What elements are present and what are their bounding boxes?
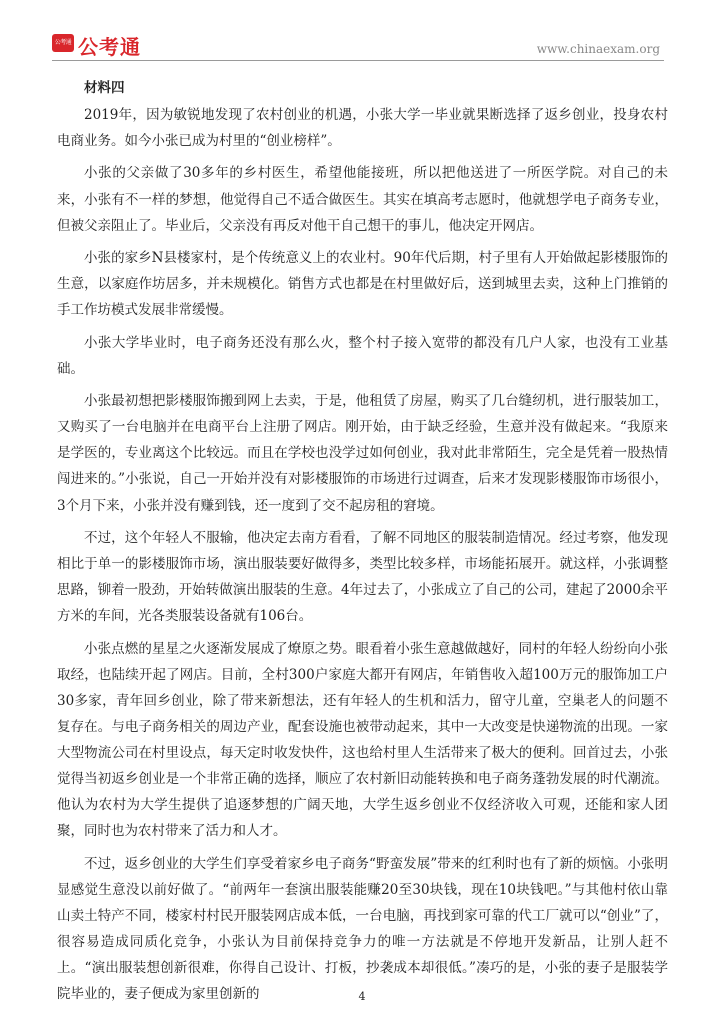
paragraph-5: 小张最初想把影楼服饰搬到网上去卖，于是，他租赁了房屋，购买了几台缝纫机，进行服装加工，又购买了一台电脑并在电商平台上注册了网店。刚开始，由于缺乏经验，生意并没有做起来。“我原来是学医的，专业离这个比较远。而且在学校也没学过如何创业，我对此非常陌生，完全是凭着一股热情闯进来的。”小张说，自己一开始并没有对影楼服饰的市场进行过调查，后来才发现影楼服饰市场很小，3个月下来，小张并没有赚到钱，还一度到了交不起房租的窘境。 [57,393,668,514]
paragraph-8: 不过，返乡创业的大学生们享受着家乡电子商务“野蛮发展”带来的红利时也有了新的烦恼。小张明显感觉生意没以前好做了。“前两年一套演出服装能赚20至30块钱，现在10块钱吧。”与其他村依山靠山卖土特产不同，楼家村村民开服装网店成本低，一台电脑，再找到家可靠的代工厂就可以“创业”了，很容易造成同质化竞争，小张认为目前保持竞争力的唯一方法就是不停地开发新品，让别人赶不上。“演出服装想创新很难，你得自己设计、打板，抄袭成本却很低。”凑巧的是，小张的妻子是服装学院毕业的，妻子便成为家里创新的 [57,855,668,1003]
logo-badge-icon: 公考通 [52,34,74,52]
paragraph-7: 小张点燃的星星之火逐渐发展成了燎原之势。眼看着小张生意越做越好，同村的年轻人纷纷向小张取经，也陆续开起了网店。目前，全村300户家庭大都开有网店，年销售收入超100万元的服饰加工户30多家，青年回乡创业，除了带来新想法，还有年轻人的生机和活力，留守儿童，空巢老人的问题不复存在。与电子商务相关的周边产业，配套设施也被带动起来，其中一大改变是快递物流的出现。一家大型物流公司在村里设点，每天定时收发快件，这也给村里人生活带来了极大的便利。回首过去，小张觉得当初返乡创业是一个非常正确的选择，顺应了农村新旧动能转换和电子商务蓬勃发展的时代潮流。他认为农村为大学生提供了追逐梦想的广阔天地，大学生返乡创业不仅经济收入可观，还能和家人团聚，同时也为农村带来了活力和人才。 [57,640,668,840]
header-divider [52,60,664,61]
paragraph-1: 2019年，因为敏锐地发现了农村创业的机遇，小张大学一毕业就果断选择了返乡创业，投身农村电商业务。如今小张已成为村里的“创业榜样”。 [57,107,668,150]
logo-text: 公考通 [78,35,141,59]
site-url: www.chinaexam.org [536,42,660,56]
section-title: 材料四 [84,80,125,96]
document-body [57,74,668,1013]
paragraph-3: 小张的家乡N县楼家村，是个传统意义上的农业村。90年代后期，村子里有人开始做起影楼服饰的生意，以家庭作坊居多，并未规模化。销售方式也都是在村里做好后，送到城里去卖，这种上门推销的手工作坊模式发展非常缓慢。 [57,250,668,319]
page-header [0,0,724,62]
paragraph-6: 不过，这个年轻人不服输，他决定去南方看看，了解不同地区的服装制造情况。经过考察，他发现相比于单一的影楼服饰市场，演出服装要好做得多，类型比较多样，市场能拓展开。就这样，小张调整思路，铆着一股劲，开始转做演出服装的生意。4年过去了，小张成立了自己的公司，建起了2000余平方米的车间，光各类服装设备就有106台。 [57,529,668,625]
paragraph-4: 小张大学毕业时，电子商务还没有那么火，整个村子接入宽带的都没有几户人家，也没有工业基础。 [57,334,668,377]
page-number: 4 [358,990,366,1003]
paragraph-2: 小张的父亲做了30多年的乡村医生，希望他能接班，所以把他送进了一所医学院。对自己的未来，小张有不一样的梦想，他觉得自己不适合做医生。其实在填高考志愿时，他就想学电子商务专业，但被父亲阻止了。毕业后，父亲没有再反对他干自己想干的事儿，他决定开网店。 [57,165,668,234]
